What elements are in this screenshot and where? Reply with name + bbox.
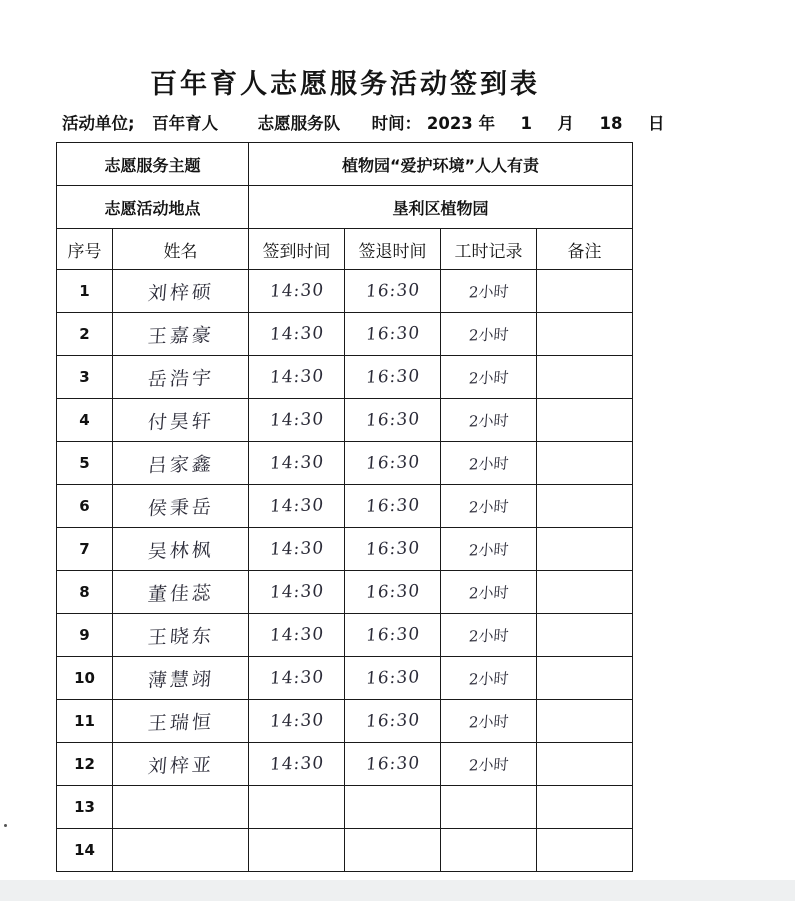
document-title: 百年育人志愿服务活动签到表 xyxy=(150,69,540,100)
sign-in-time-cell xyxy=(249,270,345,313)
hours-record-cell xyxy=(441,442,537,485)
sign-out-time: 16:30 xyxy=(364,366,421,388)
hours-record: 2小时 xyxy=(467,582,509,603)
sign-in-time: 14:30 xyxy=(268,710,325,732)
sign-in-time-cell xyxy=(249,356,345,399)
column-header-name: 姓名 xyxy=(113,229,249,270)
note-cell-cell xyxy=(537,485,633,528)
team-name: 志愿服务队 xyxy=(257,114,341,133)
note-cell-cell xyxy=(537,614,633,657)
sign-in-time-cell xyxy=(249,313,345,356)
table-row xyxy=(57,657,633,700)
time-label: 时间： xyxy=(371,114,422,133)
sign-out-time-cell xyxy=(345,356,441,399)
note-cell-cell xyxy=(537,786,633,829)
sign-in-time: 14:30 xyxy=(268,753,325,775)
volunteer-rows xyxy=(57,270,633,872)
table-row xyxy=(57,528,633,571)
row-number-cell: 11 xyxy=(57,700,113,743)
column-header-hours: 工时记录 xyxy=(441,229,537,270)
volunteer-name: 吴林枫 xyxy=(146,538,215,563)
sign-out-time-cell xyxy=(345,786,441,829)
hours-record-cell xyxy=(441,829,537,872)
sign-out-time-cell xyxy=(345,313,441,356)
hours-record-cell xyxy=(441,700,537,743)
volunteer-name: 岳浩宇 xyxy=(146,366,215,391)
sign-out-time: 16:30 xyxy=(364,753,421,775)
sign-out-time-cell xyxy=(345,700,441,743)
sign-in-time-cell xyxy=(249,528,345,571)
sign-in-time: 14:30 xyxy=(268,409,325,431)
hours-record: 2小时 xyxy=(467,496,509,517)
sign-in-time-cell xyxy=(249,657,345,700)
theme-row xyxy=(57,143,633,186)
row-number-cell: 7 xyxy=(57,528,113,571)
sign-in-time-cell xyxy=(249,700,345,743)
volunteer-name: 王嘉豪 xyxy=(146,323,215,348)
sign-out-time-cell xyxy=(345,829,441,872)
volunteer-name-cell xyxy=(113,700,249,743)
table-row xyxy=(57,829,633,872)
row-number-cell: 13 xyxy=(57,786,113,829)
sign-in-time: 14:30 xyxy=(268,280,325,302)
sign-in-table xyxy=(56,142,633,872)
date-month-suffix: 月 xyxy=(557,114,575,133)
sign-in-time: 14:30 xyxy=(268,538,325,560)
hours-record: 2小时 xyxy=(467,367,509,388)
table-row xyxy=(57,743,633,786)
volunteer-name-cell xyxy=(113,356,249,399)
hours-record-cell xyxy=(441,571,537,614)
volunteer-name: 付昊轩 xyxy=(146,409,215,434)
volunteer-name-cell xyxy=(113,313,249,356)
note-cell-cell xyxy=(537,571,633,614)
sign-out-time: 16:30 xyxy=(364,323,421,345)
sign-out-time: 16:30 xyxy=(364,581,421,603)
hours-record-cell xyxy=(441,614,537,657)
theme-value: 植物园“爱护环境”人人有责 xyxy=(249,143,633,186)
note-cell-cell xyxy=(537,399,633,442)
volunteer-name-cell xyxy=(113,829,249,872)
table-row xyxy=(57,270,633,313)
row-number-cell: 1 xyxy=(57,270,113,313)
note-cell-cell xyxy=(537,313,633,356)
volunteer-name-cell xyxy=(113,399,249,442)
column-header-sign-in: 签到时间 xyxy=(249,229,345,270)
volunteer-name-cell xyxy=(113,528,249,571)
row-number-cell: 3 xyxy=(57,356,113,399)
column-header-row xyxy=(57,229,633,270)
table-row xyxy=(57,700,633,743)
note-cell-cell xyxy=(537,743,633,786)
sign-out-time: 16:30 xyxy=(364,495,421,517)
row-number-cell: 10 xyxy=(57,657,113,700)
note-cell-cell xyxy=(537,829,633,872)
sign-out-time: 16:30 xyxy=(364,538,421,560)
hours-record: 2小时 xyxy=(467,625,509,646)
hours-record-cell xyxy=(441,270,537,313)
viewer-bottom-strip xyxy=(0,880,795,901)
row-number-cell: 8 xyxy=(57,571,113,614)
sign-in-time: 14:30 xyxy=(268,667,325,689)
table-row xyxy=(57,485,633,528)
volunteer-name: 吕家鑫 xyxy=(146,452,215,477)
hours-record-cell xyxy=(441,356,537,399)
activity-info-line xyxy=(62,110,664,134)
sign-in-time: 14:30 xyxy=(268,452,325,474)
date-day: 18 xyxy=(599,114,623,133)
sign-in-time: 14:30 xyxy=(268,323,325,345)
sign-out-time-cell xyxy=(345,270,441,313)
unit-name: 百年育人 xyxy=(152,114,219,133)
note-cell-cell xyxy=(537,270,633,313)
hours-record: 2小时 xyxy=(467,711,509,732)
sign-out-time-cell xyxy=(345,485,441,528)
volunteer-name-cell xyxy=(113,786,249,829)
volunteer-name-cell xyxy=(113,614,249,657)
sign-out-time-cell xyxy=(345,614,441,657)
sign-out-time: 16:30 xyxy=(364,452,421,474)
theme-label: 志愿服务主题 xyxy=(57,143,249,186)
row-number-cell: 9 xyxy=(57,614,113,657)
unit-label: 活动单位; xyxy=(62,114,135,133)
hours-record-cell xyxy=(441,786,537,829)
volunteer-name-cell xyxy=(113,657,249,700)
sign-in-time-cell xyxy=(249,399,345,442)
column-header-note: 备注 xyxy=(537,229,633,270)
volunteer-name-cell xyxy=(113,571,249,614)
column-header-no: 序号 xyxy=(57,229,113,270)
sign-out-time-cell xyxy=(345,657,441,700)
place-row xyxy=(57,186,633,229)
sign-in-time-cell xyxy=(249,485,345,528)
sign-in-time: 14:30 xyxy=(268,495,325,517)
hours-record-cell xyxy=(441,313,537,356)
sign-out-time: 16:30 xyxy=(364,624,421,646)
volunteer-name: 侯秉岳 xyxy=(146,495,215,520)
scan-speck xyxy=(4,824,7,827)
volunteer-name-cell xyxy=(113,270,249,313)
sign-in-time-cell xyxy=(249,442,345,485)
sign-in-time-cell xyxy=(249,786,345,829)
sign-in-time: 14:30 xyxy=(268,366,325,388)
date-day-suffix: 日 xyxy=(647,114,665,133)
hours-record-cell xyxy=(441,528,537,571)
volunteer-name: 董佳蕊 xyxy=(146,581,215,606)
volunteer-name: 刘梓硕 xyxy=(146,280,215,305)
hours-record-cell xyxy=(441,743,537,786)
date-month: 1 xyxy=(520,114,533,133)
hours-record: 2小时 xyxy=(467,539,509,560)
volunteer-name: 王晓东 xyxy=(146,624,215,649)
sign-out-time: 16:30 xyxy=(364,280,421,302)
hours-record: 2小时 xyxy=(467,668,509,689)
sign-out-time: 16:30 xyxy=(364,667,421,689)
sign-out-time-cell xyxy=(345,399,441,442)
hours-record: 2小时 xyxy=(467,453,509,474)
hours-record-cell xyxy=(441,485,537,528)
volunteer-name-cell xyxy=(113,743,249,786)
sign-out-time-cell xyxy=(345,571,441,614)
sign-out-time-cell xyxy=(345,528,441,571)
note-cell-cell xyxy=(537,700,633,743)
hours-record: 2小时 xyxy=(467,281,509,302)
volunteer-name: 王瑞恒 xyxy=(146,710,215,735)
table-row xyxy=(57,356,633,399)
row-number-cell: 12 xyxy=(57,743,113,786)
table-row xyxy=(57,571,633,614)
sign-in-time: 14:30 xyxy=(268,581,325,603)
hours-record: 2小时 xyxy=(467,754,509,775)
volunteer-name: 薄慧翊 xyxy=(146,667,215,692)
place-label: 志愿活动地点 xyxy=(57,186,249,229)
note-cell-cell xyxy=(537,356,633,399)
row-number-cell: 6 xyxy=(57,485,113,528)
sign-in-time-cell xyxy=(249,614,345,657)
sign-in-time-cell xyxy=(249,829,345,872)
column-header-sign-out: 签退时间 xyxy=(345,229,441,270)
table-row xyxy=(57,614,633,657)
row-number-cell: 5 xyxy=(57,442,113,485)
note-cell-cell xyxy=(537,657,633,700)
sign-out-time-cell xyxy=(345,743,441,786)
place-value: 垦利区植物园 xyxy=(249,186,633,229)
row-number-cell: 2 xyxy=(57,313,113,356)
row-number-cell: 4 xyxy=(57,399,113,442)
hours-record-cell xyxy=(441,657,537,700)
hours-record: 2小时 xyxy=(467,324,509,345)
table-row xyxy=(57,399,633,442)
sign-in-time-cell xyxy=(249,571,345,614)
table-row xyxy=(57,442,633,485)
sign-out-time: 16:30 xyxy=(364,710,421,732)
sign-out-time-cell xyxy=(345,442,441,485)
date-year: 2023 年 xyxy=(426,114,496,133)
sign-in-time: 14:30 xyxy=(268,624,325,646)
table-row xyxy=(57,786,633,829)
volunteer-name-cell xyxy=(113,485,249,528)
volunteer-name-cell xyxy=(113,442,249,485)
hours-record: 2小时 xyxy=(467,410,509,431)
sign-out-time: 16:30 xyxy=(364,409,421,431)
note-cell-cell xyxy=(537,442,633,485)
note-cell-cell xyxy=(537,528,633,571)
hours-record-cell xyxy=(441,399,537,442)
table-row xyxy=(57,313,633,356)
volunteer-name: 刘梓亚 xyxy=(146,753,215,778)
sign-in-time-cell xyxy=(249,743,345,786)
row-number-cell: 14 xyxy=(57,829,113,872)
